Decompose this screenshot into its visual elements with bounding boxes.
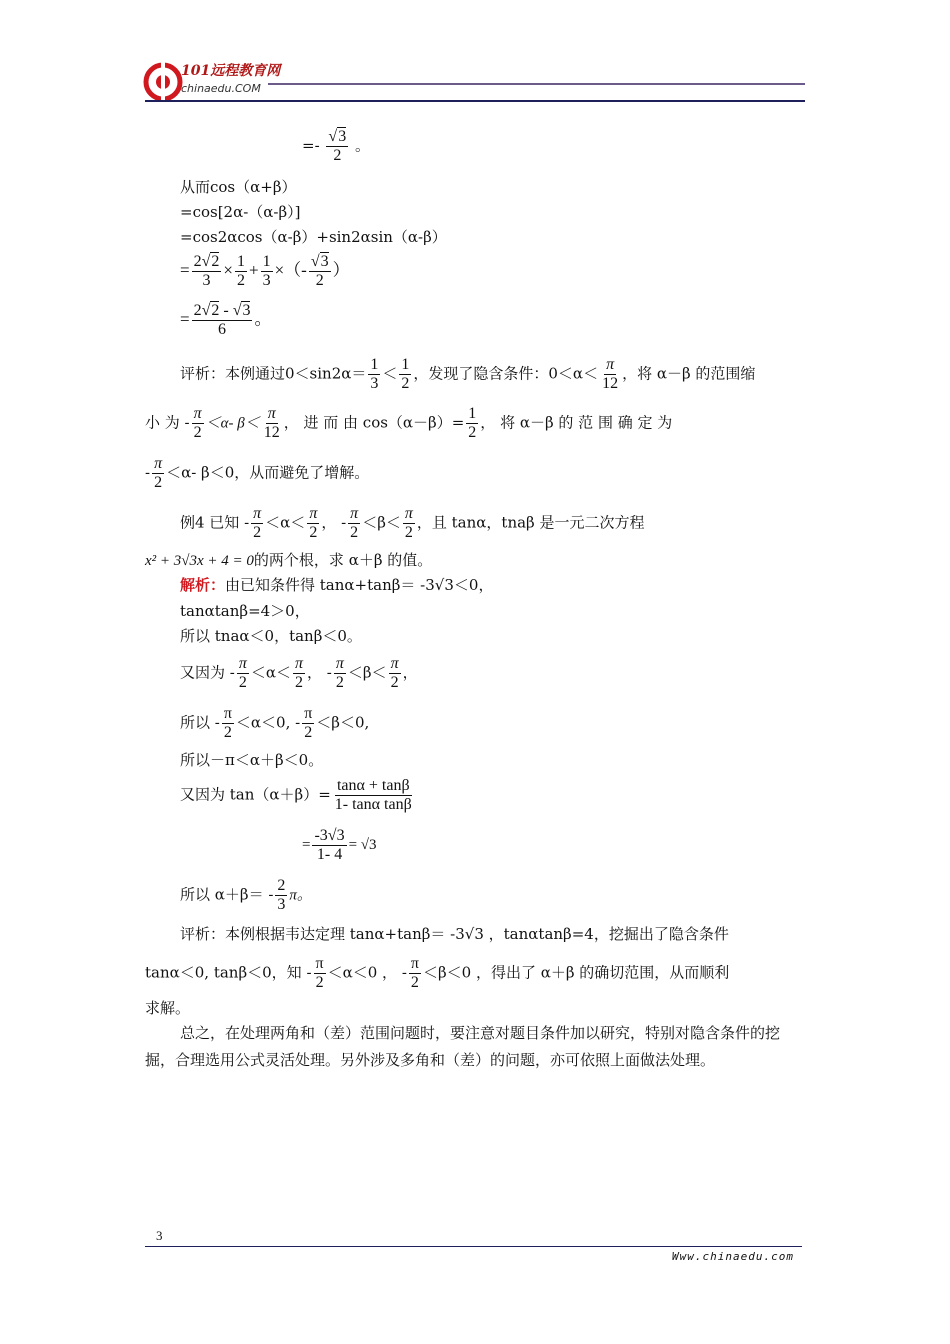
analysis2-line3: 求解。 — [145, 999, 191, 1017]
header-rule-bottom — [145, 100, 805, 102]
analysis1-line2: 小 为 - $\frac{\pi}{2}$ ＜α- β＜ $\frac{\pi}{12}$ ， 进 而 由 cos（α－β）= $\frac{1}{2}$ ， 将 α－β 的 范 围 确 定 为 — [145, 405, 673, 441]
analysis1-line3: - $\frac{\pi}{2}$ ＜α- β＜0，从而避免了增解。 — [145, 455, 370, 491]
solution-line9: 所以 α＋β＝ - $\frac{2}{3}$ π。 — [180, 877, 312, 913]
line-cos-expand: =cos[2α-（α-β）] — [180, 203, 301, 221]
solution-line8: = $\frac{-3√3}{1- 4}$ = √3 — [302, 827, 377, 863]
site-logo — [143, 60, 281, 102]
solution-line1: 解析：由已知条件得 tanα+tanβ＝ -3√3＜0， — [180, 576, 494, 594]
footer-site: Www.chinaedu.com — [672, 1250, 794, 1263]
analysis2-line1: 评析：本例根据韦达定理 tanα+tanβ＝ -3√3 ，tanαtanβ=4，挖掘出了隐含条件 — [180, 925, 729, 943]
logo-subtitle: chinaedu.COM — [181, 82, 261, 95]
solution-label: 解析： — [180, 576, 226, 594]
solution-line4: 又因为 - $\frac{\pi}{2}$ ＜α＜ $\frac{\pi}{2}$ ， - $\frac{\pi}{2}$ ＜β＜ $\frac{\pi}{2}$ ， — [180, 655, 418, 691]
line-from-cos: 从而cos（α+β） — [180, 178, 297, 196]
analysis2-line2: tanα＜0, tanβ＜0，知 - $\frac{\pi}{2}$ ＜α＜0 ， - $\frac{\pi}{2}$ ＜β＜0 ，得出了 α＋β 的确切范围，从而顺利 — [145, 955, 730, 991]
line-cos-formula: =cos2αcos（α-β）+sin2αsin（α-β） — [180, 228, 447, 246]
line-product: = $\frac{2√ 2}{3}$ × $\frac{1}{2}$ + $\frac{1}{3}$ ×（- √ $\frac{3}{2}$ ） — [180, 253, 350, 290]
solution-line2: tanαtanβ=4＞0， — [180, 602, 310, 620]
solution-line6: 所以－π＜α＋β＜0。 — [180, 751, 324, 769]
solution-line3: 所以 tnaα＜0，tanβ＜0。 — [180, 627, 362, 645]
footer-rule — [145, 1246, 802, 1247]
header-rule-top — [268, 83, 805, 85]
logo-emblem-icon — [143, 62, 183, 102]
line-neg-root3-over-2: =- √ $\frac{3}{2}$ 。 — [302, 128, 370, 165]
solution-line7: 又因为 tan（α＋β）= $\frac{\tan\alpha + \tan\beta}{\text{1- tanα tanβ}}$ — [180, 777, 412, 813]
line-result: = $\frac{2√ 2 - √ 3}{6}$ 。 — [180, 302, 271, 339]
summary-paragraph: 总之，在处理两角和（差）范围问题时，要注意对题目条件加以研究，特别对隐含条件的挖掘，合理选用公式灵活处理。另外涉及多角和（差）的问题，亦可依照上面做法处理。 — [145, 1024, 781, 1069]
page-number: 3 — [156, 1228, 163, 1243]
solution-line5: 所以 - $\frac{\pi}{2}$ ＜α＜0, - $\frac{\pi}{2}$ ＜β＜0, — [180, 705, 370, 741]
analysis1-line1: 评析：本例通过0＜sin2α＝ $\frac{1}{3}$ ＜ $\frac{1}{2}$ ，发现了隐含条件：0＜α＜ $\frac{\pi}{12}$ ，将 α－β 的范围缩 — [180, 356, 756, 392]
logo-title: 101远程教育网 — [181, 63, 281, 79]
example4-equation: x² + 3√3x + 4 = 0的两个根，求 α＋β 的值。 — [145, 551, 433, 569]
example4-statement: 例4 已知 - $\frac{\pi}{2}$ ＜α＜ $\frac{\pi}{2}$ ， - $\frac{\pi}{2}$ ＜β＜ $\frac{\pi}{2}$ ，且 tanα，tnaβ 是一元二次方程 — [180, 505, 645, 541]
